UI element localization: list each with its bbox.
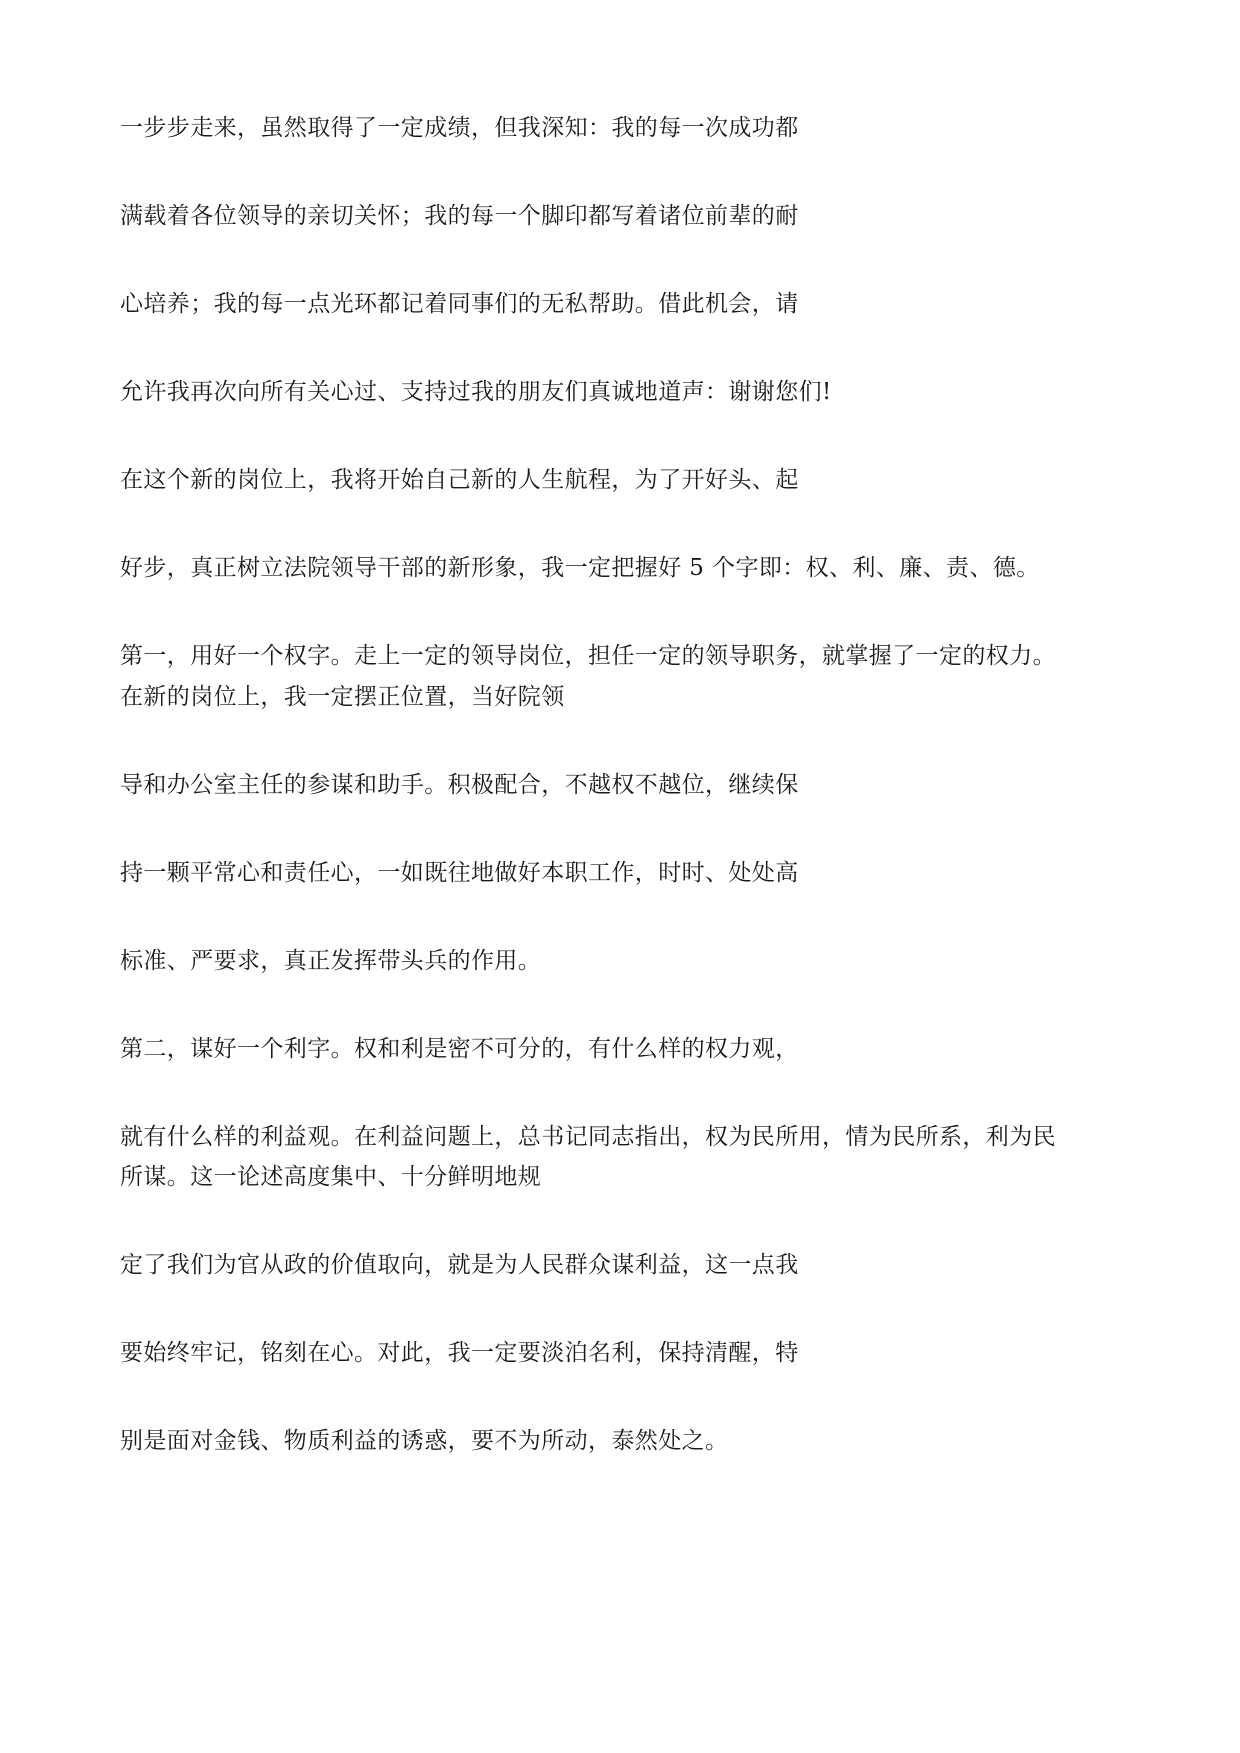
paragraph-line-14: 所谋。这一论述高度集中、十分鲜明地规 xyxy=(120,1164,542,1190)
paragraph-line-6: 好步，真正树立法院领导干部的新形象，我一定把握好 5 个字即：权、利、廉、责、德。 xyxy=(120,555,1040,581)
paragraph-line-7: 第一，用好一个权字。走上一定的领导岗位，担任一定的领导职务，就掌握了一定的权力。 xyxy=(120,643,1056,669)
paragraph-line-4: 允许我再次向所有关心过、支持过我的朋友们真诚地道声：谢谢您们! xyxy=(120,379,832,405)
paragraph-line-1: 一步步走来，虽然取得了一定成绩，但我深知：我的每一次成功都 xyxy=(120,115,799,141)
paragraph-line-13: 就有什么样的利益观。在利益问题上，总书记同志指出，权为民所用，情为民所系，利为民 xyxy=(120,1124,1056,1150)
paragraph-line-5: 在这个新的岗位上，我将开始自己新的人生航程，为了开好头、起 xyxy=(120,467,799,493)
paragraph-line-8: 在新的岗位上，我一定摆正位置，当好院领 xyxy=(120,684,565,710)
paragraph-line-2: 满载着各位领导的亲切关怀；我的每一个脚印都写着诸位前辈的耐 xyxy=(120,203,799,229)
paragraph-line-3: 心培养；我的每一点光环都记着同事们的无私帮助。借此机会，请 xyxy=(120,291,799,317)
paragraph-line-12: 第二，谋好一个利字。权和利是密不可分的，有什么样的权力观， xyxy=(120,1036,799,1062)
paragraph-line-15: 定了我们为官从政的价值取向，就是为人民群众谋利益，这一点我 xyxy=(120,1252,799,1278)
paragraph-line-11: 标准、严要求，真正发挥带头兵的作用。 xyxy=(120,948,542,974)
paragraph-line-10: 持一颗平常心和责任心，一如既往地做好本职工作，时时、处处高 xyxy=(120,860,799,886)
paragraph-line-16: 要始终牢记，铭刻在心。对此，我一定要淡泊名利，保持清醒，特 xyxy=(120,1340,799,1366)
paragraph-line-17: 别是面对金钱、物质利益的诱惑，要不为所动，泰然处之。 xyxy=(120,1428,729,1454)
paragraph-line-9: 导和办公室主任的参谋和助手。积极配合，不越权不越位，继续保 xyxy=(120,772,799,798)
